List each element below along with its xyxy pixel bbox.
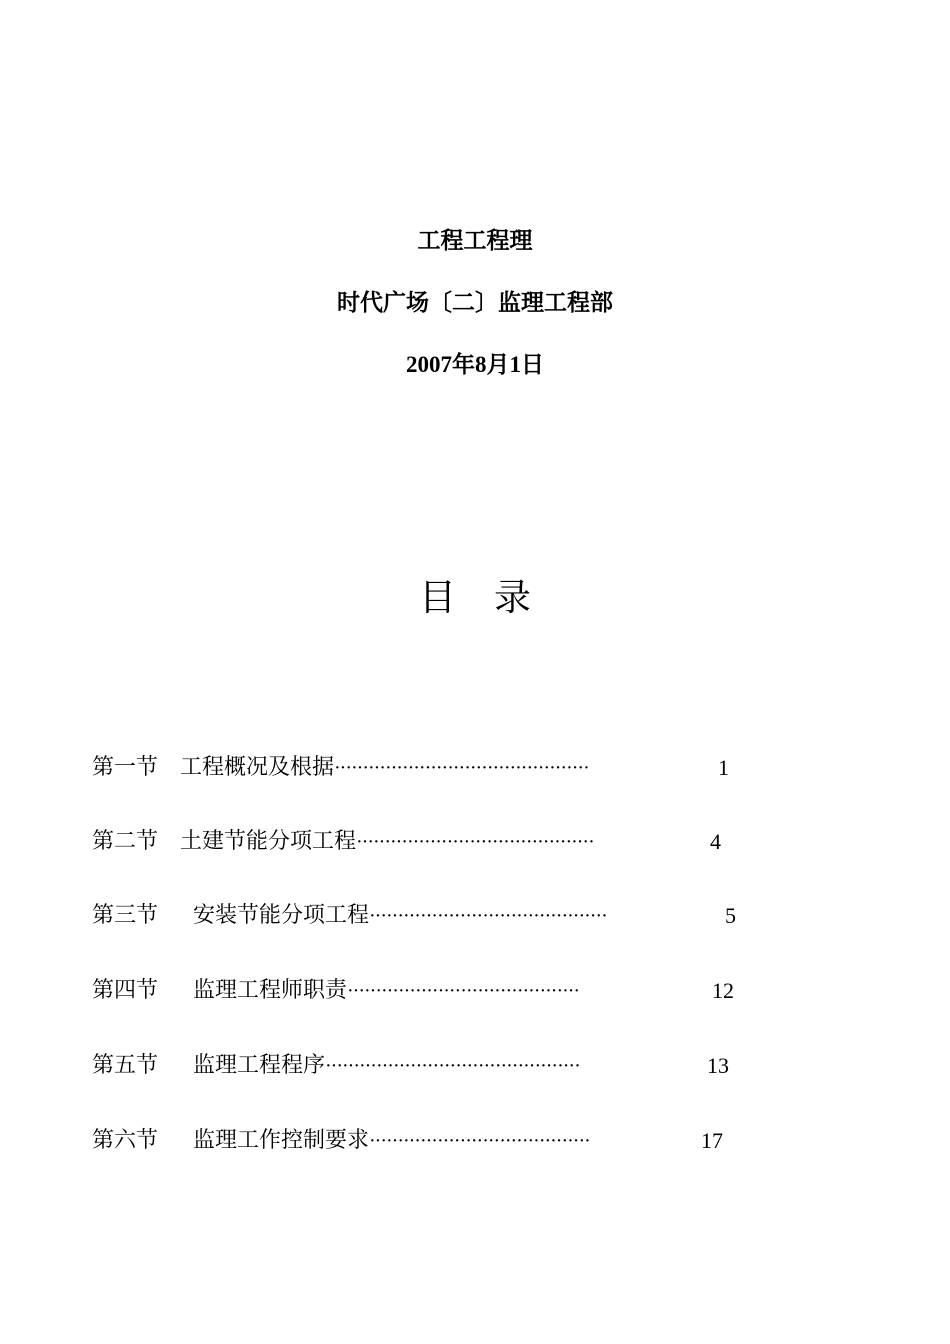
toc-page-number: 5 — [725, 903, 737, 928]
toc-entry-title: 土建节能分项工程 — [180, 829, 357, 854]
toc-page-number: 1 — [718, 755, 730, 780]
toc-entry[interactable] — [92, 975, 734, 1007]
toc-leader-dots: ······································· — [369, 1130, 590, 1152]
toc-heading-right: 录 — [494, 576, 531, 619]
toc-leader-dots: ············································· — [334, 757, 589, 779]
toc-entry[interactable] — [92, 1125, 723, 1157]
toc-entry-title: 监理工作控制要求 — [193, 1128, 370, 1153]
toc-heading — [0, 574, 950, 622]
toc-page-number: 17 — [701, 1128, 724, 1153]
toc-page-number: 13 — [707, 1053, 730, 1078]
toc-leader-dots: ·········································· — [356, 831, 594, 853]
toc-section-number: 第一节 — [92, 755, 159, 780]
toc-entry-title: 工程概况及根据 — [180, 755, 335, 780]
toc-entry[interactable] — [92, 1050, 729, 1082]
department-name: 时代广场〔二〕监理工程部 — [337, 290, 613, 315]
toc-section-number: 第五节 — [92, 1053, 159, 1078]
toc-entry-title: 监理工程程序 — [193, 1053, 326, 1078]
document-date: 2007年8月1日 — [406, 352, 544, 377]
toc-section-number: 第四节 — [92, 978, 159, 1003]
toc-heading-left: 目 — [419, 576, 456, 619]
toc-section-number: 第二节 — [92, 829, 159, 854]
toc-section-number: 第三节 — [92, 903, 159, 928]
toc-entry-title: 监理工程师职责 — [193, 978, 348, 1003]
toc-entry-title: 安装节能分项工程 — [193, 903, 370, 928]
organization-name: 工程工程理 — [417, 228, 533, 253]
toc-leader-dots: ·········································· — [369, 905, 607, 927]
toc-section-number: 第六节 — [92, 1128, 159, 1153]
toc-page-number: 4 — [710, 829, 722, 854]
toc-page-number: 12 — [712, 978, 735, 1003]
toc-entry[interactable] — [92, 900, 736, 932]
toc-entry[interactable] — [92, 826, 721, 858]
toc-entry[interactable] — [92, 752, 729, 784]
toc-leader-dots: ············································· — [325, 1055, 580, 1077]
toc-leader-dots: ········································· — [347, 980, 580, 1002]
